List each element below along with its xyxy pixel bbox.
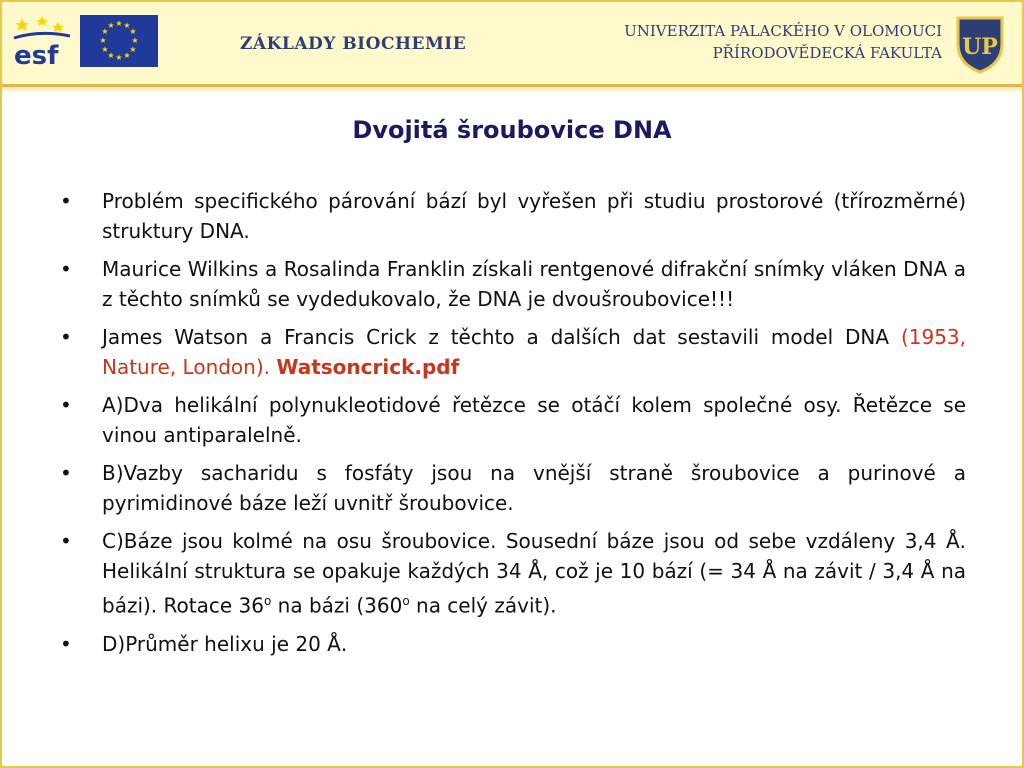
bullet-dot: • — [60, 461, 72, 485]
bullet-text: na celý závit). — [409, 593, 557, 618]
svg-text:★: ★ — [129, 27, 137, 36]
svg-text:★: ★ — [101, 45, 109, 54]
university-line-1: UNIVERZITA PALACKÉHO V OLOMOUCI — [624, 22, 942, 40]
svg-text:★: ★ — [107, 21, 115, 30]
svg-text:★: ★ — [99, 36, 107, 45]
crest-initials: UP — [962, 34, 998, 60]
bullet-item — [60, 390, 966, 450]
esf-label: esf — [14, 41, 59, 68]
bullet-text: na bázi (360 — [271, 593, 403, 618]
university-name — [624, 20, 942, 64]
header-banner — [2, 2, 1022, 87]
bullet-list — [60, 186, 966, 667]
bullet-item — [60, 322, 966, 382]
watsoncrick-pdf-link[interactable]: Watsoncrick.pdf — [276, 355, 460, 379]
slide-title: Dvojitá šroubovice DNA — [352, 116, 672, 144]
bullet-dot: • — [60, 189, 72, 213]
bullet-dot: • — [60, 631, 72, 656]
esf-logo — [10, 12, 74, 68]
bullet-item — [60, 526, 966, 621]
svg-text:★: ★ — [123, 51, 131, 60]
faculty-line: PŘÍRODOVĚDECKÁ FAKULTA — [712, 44, 942, 62]
svg-text:★: ★ — [115, 53, 123, 62]
degree-superscript: o — [263, 594, 272, 608]
bullet-item — [60, 254, 966, 314]
eu-flag — [80, 15, 158, 67]
bullet-dot: • — [60, 393, 72, 417]
header-divider — [2, 87, 1022, 93]
bullet-text: B)Vazby sacharidu s fosfáty jsou na vnější straně šroubovice a purinové a pyrimidinové báze leží uvnitř šroubovice. — [102, 461, 966, 515]
bullet-dot: • — [60, 257, 72, 281]
bullet-text: Problém specifického párování bází byl vyřešen při studiu prostorové (třírozměrné) struktury DNA. — [102, 189, 966, 243]
svg-text:★: ★ — [115, 19, 123, 28]
degree-superscript: o — [402, 594, 410, 608]
svg-text:★: ★ — [123, 21, 131, 30]
course-title: ZÁKLADY BIOCHEMIE — [240, 34, 467, 54]
bullet-dot: • — [60, 325, 72, 349]
svg-text:★: ★ — [101, 27, 109, 36]
bullet-text: James Watson a Francis Crick z těchto a dalších dat sestavili model DNA — [102, 325, 901, 349]
bullet-item — [60, 458, 966, 518]
bullet-text: Maurice Wilkins a Rosalinda Franklin získali rentgenové difrakční snímky vláken DNA a z těchto snímků se vydedukovalo, že DNA je dvoušroubovice!!! — [102, 257, 966, 311]
bullet-text: A)Dva helikální polynukleotidové řetězce se otáčí kolem společné osy. Řetězce se vinou antiparalelně. — [102, 393, 966, 447]
citation-text: (1953, Nature, London). — [102, 325, 966, 379]
bullet-dot: • — [60, 529, 72, 553]
bullet-item — [60, 186, 966, 246]
svg-text:★: ★ — [107, 51, 115, 60]
university-crest-icon — [954, 14, 1006, 74]
bullet-text: D)Průměr helixu je 20 Å. — [102, 631, 348, 656]
bullet-item — [60, 629, 966, 659]
bullet-text: C)Báze jsou kolmé na osu šroubovice. Sousední báze jsou od sebe vzdáleny 3,4 Å. Helikální struktura se opakuje každých 34 Å, což je 10 bází (= 34 Å na závit / 3,4 Å na bázi). Rotace 36 — [102, 529, 966, 618]
svg-text:★: ★ — [129, 45, 137, 54]
svg-text:★: ★ — [131, 36, 139, 45]
